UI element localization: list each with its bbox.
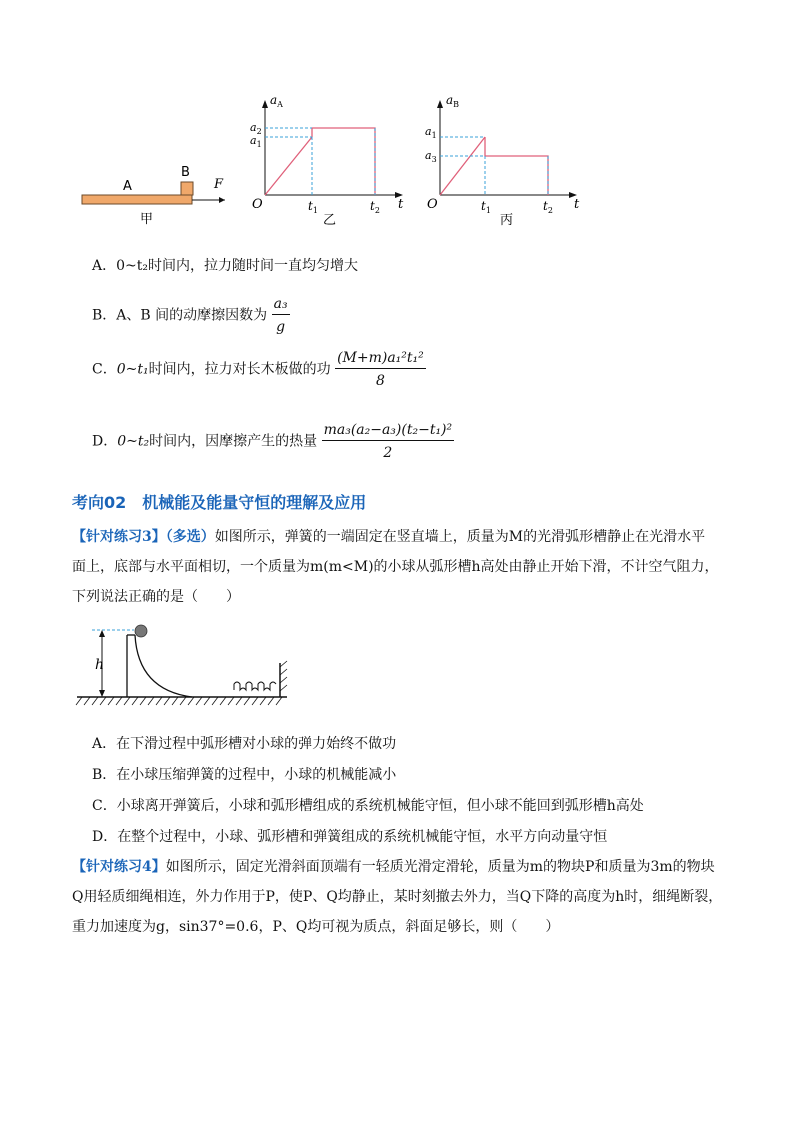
q2-option-c: C．0~t₁时间内，拉力对长木板做的功 $\frac{\text{(M+m)a₁²t₁²}}{8}$ bbox=[92, 350, 424, 389]
h-label: h bbox=[95, 657, 105, 673]
q4-line-2: Q用轻质细绳相连，外力作用于P，使P、Q均静止，某时刻撤去外力，当Q下降的高度为h时，细绳断裂， bbox=[72, 889, 723, 905]
q3-stem bbox=[72, 522, 732, 612]
groove-arc bbox=[135, 635, 192, 697]
block-b bbox=[181, 182, 193, 195]
force-label: F bbox=[214, 177, 224, 192]
svg-text:t1: $t_1$ bbox=[308, 199, 318, 215]
q3-line-2: 面上，底部与水平面相切，一个质量为m(m<M)的小球从弧形槽h高处由静止开始下滑，不计空气阻力， bbox=[72, 559, 719, 575]
q3-option-b: B．在小球压缩弹簧的过程中，小球的机械能减小 bbox=[92, 767, 397, 783]
svg-text:a3: $a_3$ bbox=[425, 149, 437, 164]
top-figures bbox=[0, 0, 800, 240]
jia-label: 甲 bbox=[140, 212, 154, 227]
svg-text:O: O bbox=[427, 197, 438, 212]
figure-jia bbox=[82, 165, 225, 227]
axis-aB-label: $a_B$ bbox=[446, 93, 460, 109]
figure-bing-graph bbox=[425, 93, 580, 228]
section-heading: 考向02 机械能及能量守恒的理解及应用 bbox=[72, 493, 367, 512]
q2-option-d: D．0~t₂时间内，因摩擦产生的热量 $\frac{\text{ma₃(a₂−a₃)(t₂−t₁)²}}{2}$ bbox=[92, 422, 453, 461]
figure-yi-graph bbox=[250, 93, 404, 228]
aB-plateau-line bbox=[485, 137, 548, 195]
svg-text:t: t bbox=[398, 197, 404, 212]
svg-text:a2: $a_2$ bbox=[250, 121, 262, 136]
plank-a bbox=[82, 195, 192, 204]
q3-option-a: A．在下滑过程中弧形槽对小球的弹力始终不做功 bbox=[92, 736, 397, 752]
aA-rising-line bbox=[265, 137, 312, 195]
aB-rising-line bbox=[440, 137, 485, 195]
q4-stem bbox=[72, 852, 732, 942]
svg-text:a1: $a_1$ bbox=[425, 125, 437, 140]
aA-plateau-line bbox=[312, 128, 375, 195]
q2-option-b-text: B．A、B 间的动摩擦因数为 bbox=[92, 307, 268, 324]
svg-text:a1: $a_1$ bbox=[250, 134, 262, 149]
axis-aA-label: $a_A$ bbox=[270, 93, 283, 109]
q2-option-a: A．0~t₂时间内，拉力随时间一直均匀增大 bbox=[92, 258, 358, 274]
q2-option-d-fraction: $\frac{\text{ma₃(a₂−a₃)(t₂−t₁)²}}{2}$ bbox=[323, 422, 453, 461]
svg-text:t2: $t_2$ bbox=[370, 199, 380, 215]
ground-hatch bbox=[76, 697, 282, 705]
spring bbox=[234, 682, 276, 690]
q2-option-b bbox=[92, 294, 290, 337]
svg-text:t2: $t_2$ bbox=[543, 199, 553, 215]
block-b-label: B bbox=[181, 165, 190, 180]
q3-line-3: 下列说法正确的是（ ） bbox=[72, 589, 240, 605]
q3-option-d: D．在整个过程中，小球、弧形槽和弹簧组成的系统机械能守恒，水平方向动量守恒 bbox=[92, 829, 608, 845]
svg-text:t: t bbox=[574, 197, 580, 212]
q2-option-b-fraction: $\frac{\text{a₃}}{g}$ bbox=[273, 296, 288, 335]
ball bbox=[135, 625, 147, 637]
q4-line-3: 重力加速度为g，sin37°=0.6，P、Q均可视为质点，斜面足够长，则（ ） bbox=[72, 919, 560, 935]
yi-label: 乙 bbox=[323, 213, 337, 228]
q3-figure bbox=[72, 615, 302, 715]
bing-label: 丙 bbox=[500, 213, 514, 228]
q2-option-c-fraction: $\frac{\text{(M+m)a₁²t₁²}}{8}$ bbox=[337, 350, 424, 389]
force-arrow-head bbox=[219, 197, 225, 203]
q3-option-c: C．小球离开弹簧后，小球和弧形槽组成的系统机械能守恒，但小球不能回到弧形槽h高处 bbox=[92, 798, 644, 814]
svg-text:O: O bbox=[252, 197, 263, 212]
q4-line-1: 【针对练习4】如图所示，固定光滑斜面顶端有一轻质光滑定滑轮，质量为m的物块P和质量为3m的物块 bbox=[72, 859, 715, 875]
block-a-label: A bbox=[123, 179, 132, 194]
q3-line-1: 【针对练习3】（多选）如图所示，弹簧的一端固定在竖直墙上，质量为M的光滑弧形槽静止在光滑水平 bbox=[72, 529, 706, 545]
svg-text:t1: $t_1$ bbox=[481, 199, 491, 215]
